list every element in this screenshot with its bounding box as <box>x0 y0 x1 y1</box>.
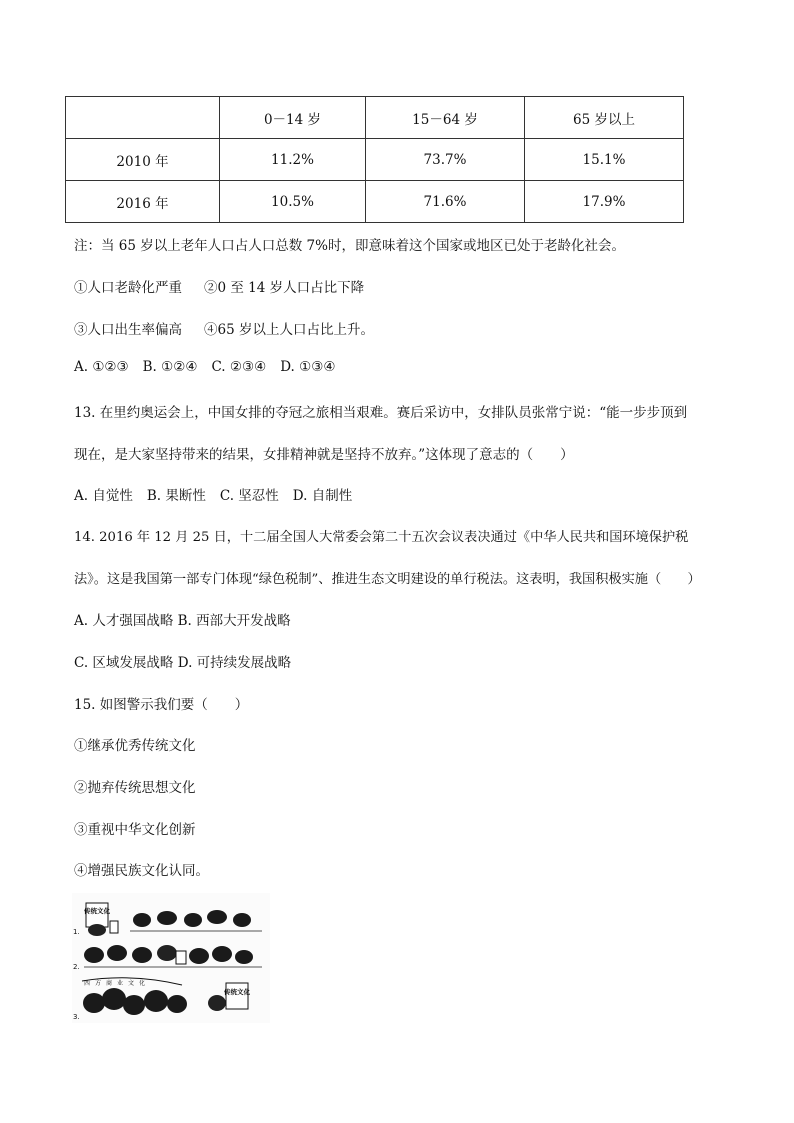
table-cell: 2010 年 <box>66 139 220 181</box>
q12-option-3: ③人口出生率偏高 <box>74 322 182 338</box>
sign-text: 传统文化 <box>84 907 110 915</box>
q12-answer-c[interactable]: C. ②③④ <box>211 359 267 375</box>
q15-option-4: ④增强民族文化认同。 <box>74 863 209 879</box>
q12-option-1: ①人口老龄化严重 <box>74 280 182 296</box>
q13-answer-b[interactable]: B. 果断性 <box>146 488 206 504</box>
q15-option-1: ①继承优秀传统文化 <box>74 738 196 754</box>
figure <box>157 911 177 925</box>
q14-answers-cd[interactable]: C. 区域发展战略 D. 可持续发展战略 <box>74 655 292 671</box>
figure <box>189 948 209 964</box>
box <box>110 921 118 933</box>
q13-stem-line-1: 13. 在里约奥运会上，中国女排的夺冠之旅相当艰难。赛后采访中，女排队员张常宁说：“能一步步顶到 <box>74 405 688 421</box>
table-cell: 71.6% <box>366 181 525 223</box>
cultural-cartoon-image <box>72 893 270 1023</box>
q13-answer-a[interactable]: A. 自觉性 <box>74 488 133 504</box>
q14-answers-ab[interactable]: A. 人才强国战略 B. 西部大开发战略 <box>74 613 291 629</box>
figure-elder <box>208 995 226 1011</box>
population-table <box>65 96 684 223</box>
q12-answers <box>74 359 335 375</box>
q12-answer-d[interactable]: D. ①③④ <box>280 359 336 375</box>
table-header-row <box>66 97 684 139</box>
q15-option-2: ②抛弃传统思想文化 <box>74 780 196 796</box>
q15-stem: 15. 如图警示我们要（ ） <box>74 697 249 713</box>
table-cell: 17.9% <box>525 181 684 223</box>
box <box>176 951 186 964</box>
table-header-cell: 0－14 岁 <box>220 97 366 139</box>
table-header-cell <box>66 97 220 139</box>
q13-answer-c[interactable]: C. 坚忍性 <box>219 488 279 504</box>
panel-number: 1. <box>73 928 80 936</box>
table-header-cell: 15－64 岁 <box>366 97 525 139</box>
figure <box>84 947 104 963</box>
table-header-cell: 65 岁以上 <box>525 97 684 139</box>
q14-stem-line-2: 法》。这是我国第一部专门体现“绿色税制”、推进生态文明建设的单行税法。这表明，我国积极实施（ ） <box>74 572 701 587</box>
panel-number: 3. <box>73 1013 80 1021</box>
q13-answers <box>74 484 352 504</box>
figure <box>123 995 145 1015</box>
panel-number: 2. <box>73 963 80 971</box>
figure <box>207 910 227 924</box>
figure <box>184 913 202 927</box>
figure <box>212 946 232 962</box>
figure <box>102 988 126 1010</box>
q15-option-3: ③重视中华文化创新 <box>74 822 196 838</box>
figure <box>235 950 253 964</box>
q12-answer-a[interactable]: A. ①②③ <box>74 359 129 375</box>
figure <box>167 995 187 1013</box>
banner-text: 西方商业文化 <box>84 980 151 987</box>
q13-answer-d[interactable]: D. 自制性 <box>292 488 353 504</box>
figure-elder <box>88 924 106 936</box>
q14-stem-line-1: 14. 2016 年 12 月 25 日，十二届全国人大常委会第二十五次会议表决通过《中华人民共和国环境保护税 <box>74 530 689 545</box>
figure <box>107 945 127 961</box>
figure <box>132 947 152 963</box>
figure <box>233 913 251 927</box>
table-row <box>66 139 684 181</box>
q12-answer-b[interactable]: B. ①②④ <box>142 359 198 375</box>
table-cell: 2016 年 <box>66 181 220 223</box>
table-cell: 11.2% <box>220 139 366 181</box>
table-cell: 15.1% <box>525 139 684 181</box>
table-note: 注：当 65 岁以上老年人口占人口总数 7%时，即意味着这个国家或地区已处于老龄化社会。 <box>74 238 625 254</box>
q12-option-4: ④65 岁以上人口占比上升。 <box>204 322 374 338</box>
sign-board <box>226 983 248 1009</box>
table-cell: 73.7% <box>366 139 525 181</box>
figure <box>83 993 105 1013</box>
q13-stem-line-2: 现在，是大家坚持带来的结果，女排精神就是坚持不放弃。”这体现了意志的（ ） <box>74 447 574 463</box>
q12-options-row-2 <box>74 318 374 338</box>
q12-option-2: ②0 至 14 岁人口占比下降 <box>204 280 365 296</box>
table-row <box>66 181 684 223</box>
figure <box>157 945 177 961</box>
sign-text: 传统文化 <box>224 988 250 996</box>
figure <box>133 913 151 927</box>
table-cell: 10.5% <box>220 181 366 223</box>
q12-options-row-1 <box>74 276 364 296</box>
figure <box>144 990 168 1012</box>
